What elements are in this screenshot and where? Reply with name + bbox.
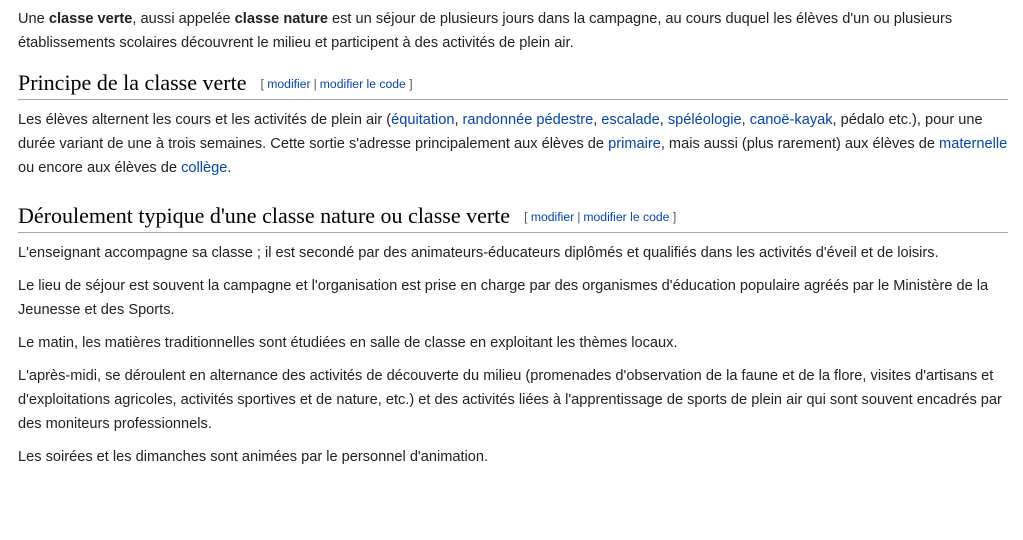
paragraph-matin: Le matin, les matières traditionnelles sont étudiées en salle de classe en exploitant les thèmes locaux.	[18, 335, 678, 351]
link-escalade[interactable]: escalade	[601, 112, 660, 128]
section-title: Déroulement typique d'une classe nature ou classe verte	[18, 203, 511, 228]
modifier-le-code-link[interactable]: modifier le code	[583, 210, 670, 224]
link-randonnee-pedestre[interactable]: randonnée pédestre	[462, 112, 594, 128]
link-canoe-kayak[interactable]: canoë-kayak	[749, 112, 833, 128]
link-primaire[interactable]: primaire	[608, 136, 661, 152]
link-maternelle[interactable]: maternelle	[939, 136, 1008, 152]
section-heading-deroulement	[18, 202, 1008, 233]
paragraph-apres-midi: L'après-midi, se déroulent en alternance des activités de découverte du milieu (promenades d'observation de la faune et de la flore, visites d'artisans et d'exploitations agricoles, activités sportives et de nature, etc.) et des activités liées à l'apprentissage de sports de plein air qui sont souvent encadrés par des moniteurs professionnels.	[18, 368, 1002, 432]
modifier-link[interactable]: modifier	[267, 77, 311, 91]
link-college[interactable]: collège	[181, 160, 228, 176]
edit-section-links: [ modifier | modifier le code ]	[260, 77, 413, 91]
section-heading-principe	[18, 69, 1008, 100]
modifier-link[interactable]: modifier	[530, 210, 575, 224]
edit-section-links: [ modifier | modifier le code ]	[524, 210, 677, 224]
principe-paragraph: Les élèves alternent les cours et les activités de plein air (équitation, randonnée pédestre, escalade, spéléologie, canoë-kayak, pédalo etc.), pour une durée variant de une à trois semaines. Cette sortie s'adresse principalement aux élèves de primaire, mais aussi (plus rarement) aux élèves de maternelle ou encore aux élèves de collège.	[18, 112, 1008, 176]
term-classe-nature: classe nature	[234, 11, 328, 27]
link-equitation[interactable]: équitation	[391, 112, 455, 128]
modifier-le-code-link[interactable]: modifier le code	[319, 77, 406, 91]
article-content	[18, 0, 1008, 478]
section-title: Principe de la classe verte	[18, 70, 247, 95]
intro-paragraph: Une classe verte, aussi appelée classe nature est un séjour de plusieurs jours dans la campagne, au cours duquel les élèves d'un ou plusieurs établissements scolaires découvrent le milieu et participent à des activités de plein air.	[18, 11, 953, 51]
term-classe-verte: classe verte	[48, 11, 133, 27]
paragraph-enseignant: L'enseignant accompagne sa classe ; il est secondé par des animateurs-éducateurs diplômés et qualifiés dans les activités d'éveil et de loisirs.	[18, 245, 939, 261]
paragraph-lieu-sejour: Le lieu de séjour est souvent la campagne et l'organisation est prise en charge par des organismes d'éducation populaire agréés par le Ministère de la Jeunesse et des Sports.	[18, 278, 989, 318]
link-speleologie[interactable]: spéléologie	[667, 112, 742, 128]
paragraph-soirees: Les soirées et les dimanches sont animées par le personnel d'animation.	[18, 449, 489, 465]
